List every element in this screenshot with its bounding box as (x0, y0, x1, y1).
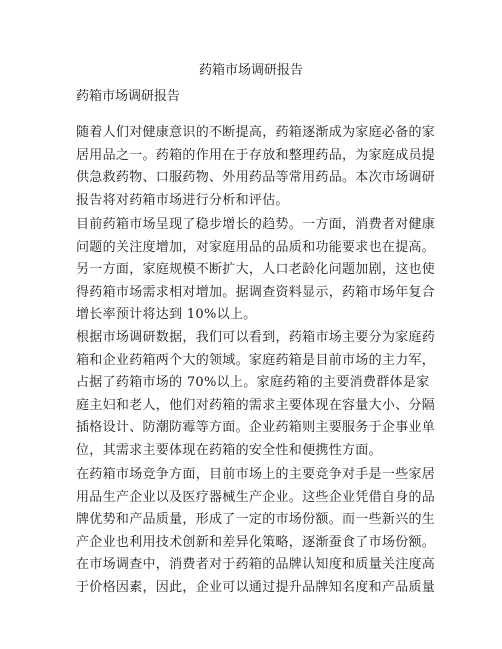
paragraph-competition (76, 464, 436, 599)
paragraph-line: 根据市场调研数据，我们可以看到，药箱市场主要分为家庭药 (76, 330, 436, 345)
paragraph-line: 占据了药箱市场的 70%以上。家庭药箱的主要消费群体是家 (76, 375, 430, 390)
paragraph-line: 随着人们对健康意识的不断提高，药箱逐渐成为家庭必备的家 (76, 125, 436, 140)
paragraph-market-trend (76, 214, 436, 327)
paragraph-line: 箱和企业药箱两个大的领域。家庭药箱是目前市场的主力军， (76, 352, 436, 368)
paragraph-line: 庭主妇和老人，他们对药箱的需求主要体现在容量大小、分隔 (76, 397, 436, 413)
paragraph-line: 供急救药物、口服药物、外用药品等常用药品。本次市场调研 (76, 170, 436, 185)
paragraph-line: 在市场调查中，消费者对于药箱的品牌认知度和质量关注度高 (76, 557, 436, 572)
paragraph-line: 得药箱市场需求相对增加。据调查资料显示，药箱市场年复合 (76, 284, 436, 300)
paragraph-line: 在药箱市场竞争方面，目前市场上的主要竞争对手是一些家居 (76, 467, 436, 482)
paragraph-line: 问题的关注度增加，对家庭用品的品质和功能要求也在提高。 (76, 239, 436, 255)
paragraph-line: 位，其需求主要体现在药箱的安全性和便携性方面。 (76, 442, 382, 458)
document-subtitle: 药箱市场调研报告 (76, 89, 181, 104)
document-title: 药箱市场调研报告 (198, 63, 303, 78)
paragraph-line: 增长率预计将达到 10%以上。 (76, 307, 257, 322)
paragraph-line: 插格设计、防潮防霉等方面。企业药箱则主要服务于企事业单 (76, 420, 436, 435)
paragraph-intro (76, 122, 436, 212)
paragraph-line: 用品生产企业以及医疗器械生产企业。这些企业凭借自身的品 (76, 489, 436, 505)
paragraph-line: 另一方面，家庭规模不断扩大，人口老龄化问题加剧，这也使 (76, 262, 436, 277)
paragraph-line: 居用品之一。药箱的作用在于存放和整理药品，为家庭成员提 (76, 147, 436, 163)
paragraph-line: 牌优势和产品质量，形成了一定的市场份额。而一些新兴的生 (76, 512, 436, 527)
paragraph-line: 产企业也利用技术创新和差异化策略，逐渐蚕食了市场份额。 (76, 534, 436, 550)
paragraph-line: 报告将对药箱市场进行分析和评估。 (76, 192, 289, 208)
paragraph-line: 目前药箱市场呈现了稳步增长的趋势。一方面，消费者对健康 (76, 217, 436, 232)
paragraph-line: 于价格因素，因此，企业可以通过提升品牌知名度和产品质量 (76, 579, 436, 595)
paragraph-market-segments (76, 327, 436, 462)
